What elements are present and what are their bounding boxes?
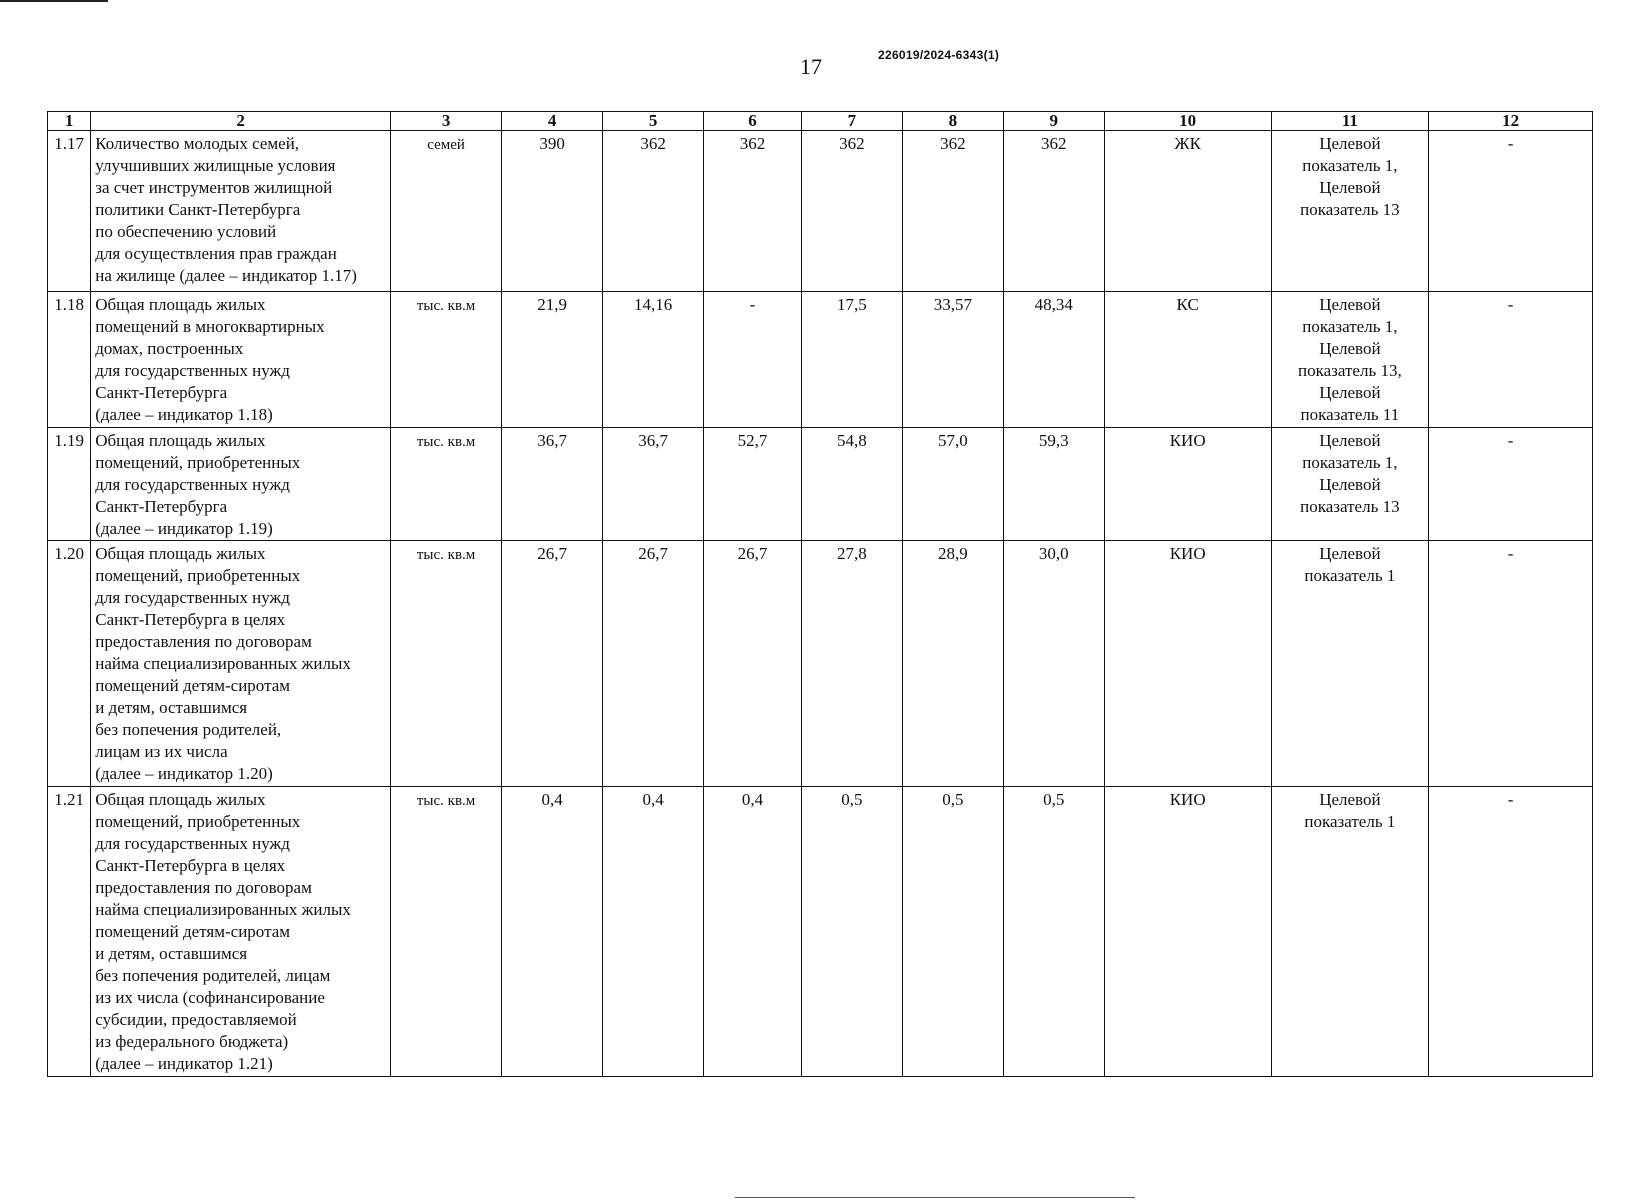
column-12-cell: - bbox=[1429, 541, 1593, 787]
value-col9: 0,5 bbox=[1003, 787, 1104, 1077]
executor-cell: КИО bbox=[1104, 787, 1271, 1077]
document-number: 226019/2024-6343(1) bbox=[878, 48, 1000, 62]
executor-cell: КС bbox=[1104, 292, 1271, 428]
value-col5: 14,16 bbox=[603, 292, 704, 428]
executor-cell: ЖК bbox=[1104, 131, 1271, 292]
column-12-cell: - bbox=[1429, 787, 1593, 1077]
unit-cell: тыс. кв.м bbox=[390, 292, 501, 428]
unit-cell: семей bbox=[390, 131, 501, 292]
value-col8: 57,0 bbox=[902, 428, 1003, 541]
top-edge-line bbox=[0, 0, 108, 2]
table-row bbox=[48, 428, 1593, 541]
column-header: 1 bbox=[48, 112, 91, 131]
value-col8: 362 bbox=[902, 131, 1003, 292]
table-row bbox=[48, 541, 1593, 787]
target-indicator-cell: Целевой показатель 1 bbox=[1271, 787, 1429, 1077]
value-col9: 48,34 bbox=[1003, 292, 1104, 428]
value-col6: - bbox=[704, 292, 802, 428]
column-header: 5 bbox=[603, 112, 704, 131]
value-col8: 33,57 bbox=[902, 292, 1003, 428]
column-12-cell: - bbox=[1429, 292, 1593, 428]
value-col9: 362 bbox=[1003, 131, 1104, 292]
value-col8: 28,9 bbox=[902, 541, 1003, 787]
value-col6: 0,4 bbox=[704, 787, 802, 1077]
indicator-name: Количество молодых семей, улучшивших жилищные условия за счет инструментов жилищной политики Санкт-Петербурга по обеспечению условий для осуществления прав граждан на жилище (далее – индикатор 1.17) bbox=[91, 131, 391, 292]
executor-cell: КИО bbox=[1104, 428, 1271, 541]
indicator-name: Общая площадь жилых помещений, приобретенных для государственных нужд Санкт-Петербурга в целях предоставления по договорам найма специализированных жилых помещений детям-сиротам и детям, оставшимся без попечения родителей, лицам из их числа (далее – индикатор 1.20) bbox=[91, 541, 391, 787]
target-indicator-cell: Целевой показатель 1, Целевой показатель 13 bbox=[1271, 131, 1429, 292]
value-col9: 30,0 bbox=[1003, 541, 1104, 787]
indicator-name: Общая площадь жилых помещений, приобретенных для государственных нужд Санкт-Петербурга (далее – индикатор 1.19) bbox=[91, 428, 391, 541]
indicator-name: Общая площадь жилых помещений в многоквартирных домах, построенных для государственных нужд Санкт-Петербурга (далее – индикатор 1.18) bbox=[91, 292, 391, 428]
column-header: 4 bbox=[502, 112, 603, 131]
column-header: 6 bbox=[704, 112, 802, 131]
column-header: 10 bbox=[1104, 112, 1271, 131]
column-header: 11 bbox=[1271, 112, 1429, 131]
executor-cell: КИО bbox=[1104, 541, 1271, 787]
value-col4: 0,4 bbox=[502, 787, 603, 1077]
column-header: 8 bbox=[902, 112, 1003, 131]
value-col6: 52,7 bbox=[704, 428, 802, 541]
value-col7: 17,5 bbox=[801, 292, 902, 428]
value-col4: 21,9 bbox=[502, 292, 603, 428]
indicator-code: 1.18 bbox=[48, 292, 91, 428]
value-col5: 26,7 bbox=[603, 541, 704, 787]
unit-cell: тыс. кв.м bbox=[390, 787, 501, 1077]
table-row bbox=[48, 131, 1593, 292]
bottom-edge-line bbox=[735, 1197, 1135, 1198]
column-header: 9 bbox=[1003, 112, 1104, 131]
value-col7: 27,8 bbox=[801, 541, 902, 787]
value-col5: 36,7 bbox=[603, 428, 704, 541]
column-12-cell: - bbox=[1429, 131, 1593, 292]
indicator-code: 1.20 bbox=[48, 541, 91, 787]
indicator-code: 1.19 bbox=[48, 428, 91, 541]
value-col9: 59,3 bbox=[1003, 428, 1104, 541]
value-col7: 362 bbox=[801, 131, 902, 292]
table-row bbox=[48, 292, 1593, 428]
target-indicator-cell: Целевой показатель 1, Целевой показатель 13, Целевой показатель 11 bbox=[1271, 292, 1429, 428]
column-header: 12 bbox=[1429, 112, 1593, 131]
value-col5: 362 bbox=[603, 131, 704, 292]
unit-cell: тыс. кв.м bbox=[390, 541, 501, 787]
column-numbers-row bbox=[48, 112, 1593, 131]
value-col8: 0,5 bbox=[902, 787, 1003, 1077]
indicator-code: 1.21 bbox=[48, 787, 91, 1077]
indicator-name: Общая площадь жилых помещений, приобретенных для государственных нужд Санкт-Петербурга в целях предоставления по договорам найма специализированных жилых помещений детям-сиротам и детям, оставшимся без попечения родителей, лицам из их числа (софинансирование субсидии, предоставляемой из федерального бюджета) (далее – индикатор 1.21) bbox=[91, 787, 391, 1077]
column-12-cell: - bbox=[1429, 428, 1593, 541]
column-header: 3 bbox=[390, 112, 501, 131]
table-row bbox=[48, 787, 1593, 1077]
page-number: 17 bbox=[800, 54, 822, 79]
value-col7: 54,8 bbox=[801, 428, 902, 541]
value-col6: 362 bbox=[704, 131, 802, 292]
target-indicator-cell: Целевой показатель 1 bbox=[1271, 541, 1429, 787]
indicator-code: 1.17 bbox=[48, 131, 91, 292]
value-col4: 26,7 bbox=[502, 541, 603, 787]
indicators-table bbox=[47, 111, 1593, 1077]
value-col5: 0,4 bbox=[603, 787, 704, 1077]
value-col7: 0,5 bbox=[801, 787, 902, 1077]
column-header: 7 bbox=[801, 112, 902, 131]
unit-cell: тыс. кв.м bbox=[390, 428, 501, 541]
value-col6: 26,7 bbox=[704, 541, 802, 787]
target-indicator-cell: Целевой показатель 1, Целевой показатель 13 bbox=[1271, 428, 1429, 541]
column-header: 2 bbox=[91, 112, 391, 131]
indicators-table-container bbox=[47, 111, 1593, 1077]
value-col4: 36,7 bbox=[502, 428, 603, 541]
value-col4: 390 bbox=[502, 131, 603, 292]
